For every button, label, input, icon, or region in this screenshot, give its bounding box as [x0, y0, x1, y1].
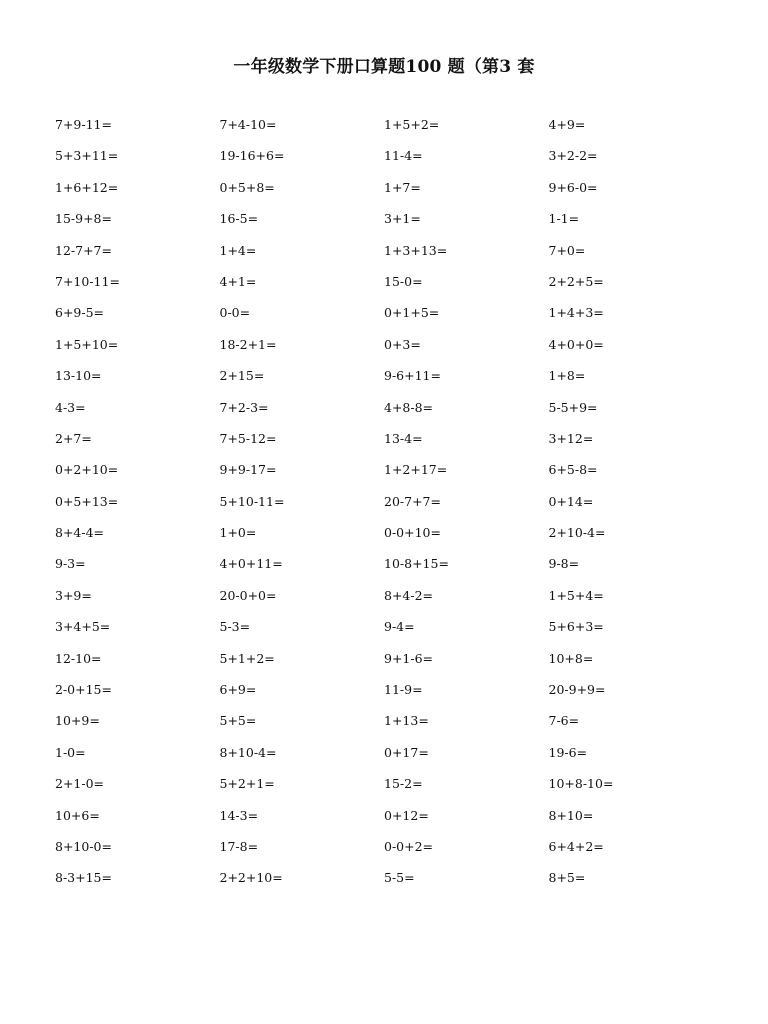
math-problem: 13-10= [55, 368, 102, 384]
math-problem: 3+12= [548, 430, 594, 446]
math-problem: 3+2-2= [548, 148, 598, 164]
math-problem: 6+9-5= [55, 305, 105, 321]
math-problem: 0+3= [384, 336, 421, 352]
math-problem: 0+14= [548, 493, 594, 509]
math-problem: 1+7= [384, 179, 421, 195]
math-problem: 8+5= [548, 870, 586, 886]
math-problem: 5+1+2= [219, 650, 275, 666]
math-problem: 1+4+3= [548, 305, 604, 321]
math-problem: 2+2+5= [548, 273, 604, 289]
math-problem: 4+1= [219, 273, 257, 289]
math-problem: 8+10-0= [55, 838, 112, 854]
math-problem: 10+6= [55, 807, 100, 823]
math-problem: 20-7+7= [384, 493, 441, 509]
math-problem: 0-0+2= [384, 838, 434, 854]
math-problem: 1+0= [219, 525, 257, 541]
math-problem: 11-4= [384, 148, 423, 164]
math-problem: 10-8+15= [384, 556, 449, 572]
math-problem: 7+10-11= [55, 273, 120, 289]
math-problem: 9-8= [548, 556, 580, 572]
math-problem: 9+6-0= [548, 179, 598, 195]
math-problem: 4+8-8= [384, 399, 434, 415]
math-problem: 1+5+10= [55, 336, 119, 352]
math-problem: 6+4+2= [548, 838, 604, 854]
math-problem: 14-3= [219, 807, 259, 823]
math-problem: 1+5+2= [384, 117, 440, 132]
math-problem: 4+9= [548, 117, 586, 132]
math-problem: 8+10-4= [219, 744, 277, 760]
math-problem: 3+1= [384, 211, 421, 227]
math-problem: 1+13= [384, 713, 429, 729]
math-problem: 8+4-2= [384, 587, 434, 603]
math-problem: 0-0= [219, 305, 251, 321]
math-problem: 2+10-4= [548, 525, 606, 541]
math-problem: 9+9-17= [219, 462, 277, 478]
math-problem: 6+9= [219, 682, 257, 698]
math-problem: 19-16+6= [219, 148, 285, 164]
math-problem: 12-7+7= [55, 242, 112, 258]
math-problem: 1+8= [548, 368, 586, 384]
math-problem: 19-6= [548, 744, 588, 760]
math-problem: 1+2+17= [384, 462, 448, 478]
worksheet-title: 一年级数学下册口算题100 题（第3 套 [233, 57, 535, 77]
math-problem: 5-5+9= [548, 399, 598, 415]
math-problem: 7+0= [548, 242, 586, 258]
math-problem: 2+1-0= [55, 776, 105, 792]
math-problem: 5+5= [219, 713, 257, 729]
math-problem: 4+0+0= [548, 336, 604, 352]
math-problem: 4-3= [55, 399, 86, 415]
math-problem: 10+8= [548, 650, 594, 666]
math-problem: 0+5+13= [55, 493, 119, 509]
math-problem: 15-2= [384, 776, 423, 792]
math-problem: 3+4+5= [55, 619, 111, 635]
math-problem: 2+15= [219, 368, 265, 384]
math-problem: 5-5= [384, 870, 415, 886]
math-problem: 6+5-8= [548, 462, 598, 478]
math-problem: 2-0+15= [55, 682, 112, 698]
math-problem: 7+5-12= [219, 430, 277, 446]
math-problem: 0+5+8= [219, 179, 275, 195]
math-problem: 10+9= [55, 713, 100, 729]
problem-grid [55, 115, 735, 900]
math-problem: 9+1-6= [384, 650, 434, 666]
math-problem: 7+9-11= [55, 117, 112, 132]
math-problem: 1-1= [548, 211, 580, 227]
math-problem: 3+9= [55, 587, 92, 603]
math-problem: 9-3= [55, 556, 86, 572]
math-problem: 18-2+1= [219, 336, 277, 352]
math-problem: 1+3+13= [384, 242, 448, 258]
math-problem: 16-5= [219, 211, 259, 227]
math-problem: 5+3+11= [55, 148, 119, 164]
math-problem: 5+10-11= [219, 493, 285, 509]
math-problem: 8+10= [548, 807, 594, 823]
math-problem: 8+4-4= [55, 525, 105, 541]
math-problem: 2+2+10= [219, 870, 283, 886]
math-problem: 1-0= [55, 744, 86, 760]
math-problem: 5-3= [219, 619, 251, 635]
math-problem: 5+6+3= [548, 619, 604, 635]
math-problem: 9-6+11= [384, 368, 441, 384]
math-problem: 10+8-10= [548, 776, 614, 792]
math-problem: 0+2+10= [55, 462, 119, 478]
math-problem: 7+2-3= [219, 399, 269, 415]
math-problem: 12-10= [55, 650, 102, 666]
math-problem: 1+5+4= [548, 587, 604, 603]
math-problem: 1+6+12= [55, 179, 119, 195]
math-problem: 0+1+5= [384, 305, 440, 321]
math-problem: 11-9= [384, 682, 423, 698]
math-problem: 7-6= [548, 713, 580, 729]
math-problem: 9-4= [384, 619, 415, 635]
math-problem: 4+0+11= [219, 556, 283, 572]
math-problem: 0+12= [384, 807, 429, 823]
math-problem: 5+2+1= [219, 776, 275, 792]
math-problem: 0+17= [384, 744, 429, 760]
math-problem: 7+4-10= [219, 117, 277, 132]
math-problem: 15-0= [384, 273, 423, 289]
math-problem: 13-4= [384, 430, 423, 446]
math-problem: 0-0+10= [384, 525, 441, 541]
math-problem: 20-0+0= [219, 587, 277, 603]
math-problem: 2+7= [55, 430, 92, 446]
math-problem: 8-3+15= [55, 870, 112, 886]
math-problem: 20-9+9= [548, 682, 606, 698]
math-problem: 17-8= [219, 838, 259, 854]
math-problem: 1+4= [219, 242, 257, 258]
math-problem: 15-9+8= [55, 211, 112, 227]
